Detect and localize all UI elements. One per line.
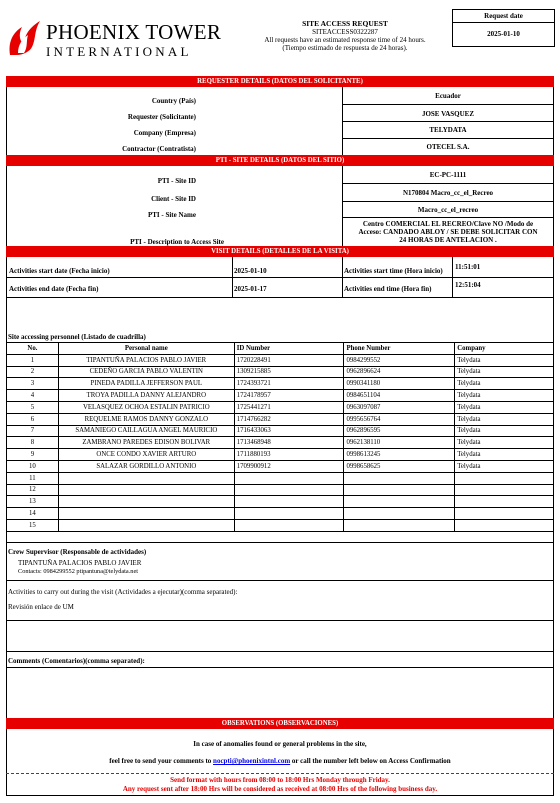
personal-name-cell xyxy=(58,472,234,484)
company-name-cell xyxy=(455,496,554,508)
phone-number-cell: 0962138110 xyxy=(344,437,455,449)
personal-name-cell xyxy=(58,508,234,520)
divider xyxy=(6,651,554,652)
id-number-cell: 1724178957 xyxy=(234,390,344,402)
phone-number-cell: 0962896595 xyxy=(344,425,455,437)
phone-number-cell xyxy=(344,519,455,531)
section-observations-header: OBSERVATIONS (OBSERVACIONES) xyxy=(6,718,554,729)
company-name-cell: Telydata xyxy=(455,449,554,461)
supervisor-label: Crew Supervisor (Responsable de actividades) xyxy=(8,548,147,556)
divider xyxy=(342,201,554,202)
phone-number-cell xyxy=(344,496,455,508)
requester-label: Requester (Solicitante) xyxy=(127,113,196,121)
personal-name-cell: VELASQUEZ OCHOA ESTALIN PATRICIO xyxy=(58,401,234,413)
divider xyxy=(6,542,554,543)
table-row xyxy=(7,519,554,531)
company-name-cell xyxy=(455,484,554,496)
row-number-cell: 3 xyxy=(7,378,59,390)
row-number-cell: 2 xyxy=(7,366,59,378)
personal-name-cell: TROYA PADILLA DANNY ALEJANDRO xyxy=(58,390,234,402)
personal-name-cell: SALAZAR GORDILLO ANTONIO xyxy=(58,460,234,472)
start-date-label: Activities start date (Fecha inicio) xyxy=(9,267,110,275)
table-row xyxy=(7,413,554,425)
divider xyxy=(6,277,554,278)
row-number-cell: 13 xyxy=(7,496,59,508)
personal-name-cell: PINEDA PADILLA JEFFERSON PAUL xyxy=(58,378,234,390)
country-label: Country (País) xyxy=(151,97,196,105)
divider xyxy=(6,667,554,668)
client-site-id-value: N170804 Macro_cc_el_Recreo xyxy=(402,189,494,197)
personal-name-cell xyxy=(58,496,234,508)
id-number-cell: 1709900912 xyxy=(234,460,344,472)
phone-number-cell xyxy=(344,472,455,484)
company-name-cell: Telydata xyxy=(455,401,554,413)
personal-name-cell: TIPANTUÑA PALACIOS PABLO JAVIER xyxy=(58,354,234,366)
id-number-cell: 1716433063 xyxy=(234,425,344,437)
request-header xyxy=(250,20,440,52)
pti-description-label: PTI - Description to Access Site xyxy=(130,238,224,246)
pti-description-line: Centro COMERCIAL EL RECREO/Clave NO /Modo de xyxy=(362,220,534,228)
divider xyxy=(342,104,554,105)
observations-line-1: In case of anomalies found or general problems in the site, xyxy=(193,740,367,748)
personnel-table xyxy=(6,342,554,532)
start-time-value: 11:51:01 xyxy=(455,263,481,271)
row-number-cell: 7 xyxy=(7,425,59,437)
activities-label: Activities to carry out during the visit (Actividades a ejecutar)(comma separated): xyxy=(8,588,238,596)
phone-number-cell: 0995656764 xyxy=(344,413,455,425)
id-number-cell: 1713468948 xyxy=(234,437,344,449)
company-name-cell xyxy=(455,519,554,531)
id-number-cell: 1725441271 xyxy=(234,401,344,413)
pti-description-line: 24 HORAS DE ANTELACION . xyxy=(399,236,497,244)
logo-line-2: INTERNATIONAL xyxy=(46,44,192,59)
logo-line-1: PHOENIX TOWER xyxy=(46,20,222,44)
personal-name-cell: ONCE CONDO XAVIER ARTURO xyxy=(58,449,234,461)
response-note: All requests have an estimated response time of 24 hours. xyxy=(264,36,426,44)
request-date-value: 2025-01-10 xyxy=(487,30,520,38)
personnel-title: Site accessing personnel (Listado de cuadrilla) xyxy=(8,333,146,341)
comments-label: Comments (Comentarios)(comma separated): xyxy=(8,657,145,665)
divider xyxy=(342,121,554,122)
phone-number-cell: 0984299552 xyxy=(344,354,455,366)
personal-name-cell xyxy=(58,519,234,531)
personal-name-cell: ZAMBRANO PAREDES EDISON BOLIVAR xyxy=(58,437,234,449)
company-name-cell: Telydata xyxy=(455,366,554,378)
country-value: Ecuador xyxy=(435,92,461,100)
row-number-cell: 4 xyxy=(7,390,59,402)
section-pti-header: PTI - SITE DETAILS (DATOS DEL SITIO) xyxy=(6,155,554,166)
divider xyxy=(342,138,554,139)
divider xyxy=(342,183,554,184)
company-label: Company (Empresa) xyxy=(133,129,196,137)
end-date-value: 2025-01-17 xyxy=(234,285,267,293)
table-row xyxy=(7,496,554,508)
phone-number-cell: 0998658625 xyxy=(344,460,455,472)
id-number-cell: 1714766282 xyxy=(234,413,344,425)
request-date-box xyxy=(452,9,555,47)
phone-number-cell: 0990341180 xyxy=(344,378,455,390)
table-row xyxy=(7,401,554,413)
end-time-value: 12:51:04 xyxy=(455,281,481,289)
footer-hours: Send format with hours from 08:00 to 18:00 Hrs Monday through Friday. xyxy=(170,776,390,784)
id-number-cell xyxy=(234,496,344,508)
contractor-label: Contractor (Contratista) xyxy=(122,145,196,153)
phone-number-cell: 0963097087 xyxy=(344,401,455,413)
row-number-cell: 1 xyxy=(7,354,59,366)
id-number-cell: 1711880193 xyxy=(234,449,344,461)
company-name-cell: Telydata xyxy=(455,460,554,472)
column-header: Personal name xyxy=(58,343,234,355)
pti-site-name-value: Macro_cc_el_recreo xyxy=(417,206,479,214)
pti-site-id-value: EC-PC-1111 xyxy=(429,171,467,179)
table-row xyxy=(7,508,554,520)
section-visit-header: VISIT DETAILS (DETALLES DE LA VISITA) xyxy=(6,246,554,257)
table-row xyxy=(7,366,554,378)
dashed-divider xyxy=(6,773,554,774)
noc-email-link[interactable]: nocpti@phoenixintnl.com xyxy=(213,757,291,765)
row-number-cell: 9 xyxy=(7,449,59,461)
row-number-cell: 10 xyxy=(7,460,59,472)
column-header: Company xyxy=(455,343,554,355)
company-name-cell: Telydata xyxy=(455,378,554,390)
table-row xyxy=(7,390,554,402)
row-number-cell: 15 xyxy=(7,519,59,531)
client-site-id-label: Client - Site ID xyxy=(151,195,196,203)
pti-site-name-label: PTI - Site Name xyxy=(147,211,196,219)
start-date-value: 2025-01-10 xyxy=(234,267,267,275)
personal-name-cell xyxy=(58,484,234,496)
table-row xyxy=(7,449,554,461)
id-number-cell xyxy=(234,508,344,520)
phoenix-logo-icon xyxy=(6,17,42,57)
table-row xyxy=(7,460,554,472)
row-number-cell: 8 xyxy=(7,437,59,449)
page-title: SITE ACCESS REQUEST xyxy=(302,19,388,28)
row-number-cell: 5 xyxy=(7,401,59,413)
supervisor-contacts: Contacts: 0984299552 ptipantuna@telydata.net xyxy=(18,568,138,575)
company-name-cell: Telydata xyxy=(455,354,554,366)
request-date-label: Request date xyxy=(453,10,554,23)
company-name-cell xyxy=(455,472,554,484)
column-header: ID Number xyxy=(234,343,344,355)
column-header: No. xyxy=(7,343,59,355)
column-header: Phone Number xyxy=(344,343,455,355)
requester-value: JOSE VASQUEZ xyxy=(421,110,475,118)
row-number-cell: 12 xyxy=(7,484,59,496)
row-number-cell: 14 xyxy=(7,508,59,520)
contractor-value: OTECEL S.A. xyxy=(426,143,470,151)
end-date-label: Activities end date (Fecha fin) xyxy=(9,285,99,293)
id-number-cell: 1720228491 xyxy=(234,354,344,366)
company-name-cell: Telydata xyxy=(455,390,554,402)
divider xyxy=(6,580,554,581)
row-number-cell: 6 xyxy=(7,413,59,425)
personal-name-cell: REQUELME RAMOS DANNY GONZALO xyxy=(58,413,234,425)
id-number-cell xyxy=(234,519,344,531)
phone-number-cell: 0984651104 xyxy=(344,390,455,402)
id-number-cell: 1724393721 xyxy=(234,378,344,390)
phone-number-cell xyxy=(344,484,455,496)
pti-site-id-label: PTI - Site ID xyxy=(157,177,196,185)
personal-name-cell: SAMANIEGO CAILLAGUA ANGEL MAURICIO xyxy=(58,425,234,437)
observations-line-2-post: or call the number left below on Access Confirmation xyxy=(290,757,451,765)
section-requester-header: REQUESTER DETAILS (DATOS DEL SOLICITANTE) xyxy=(6,76,554,87)
table-row xyxy=(7,472,554,484)
phone-number-cell: 0962896624 xyxy=(344,366,455,378)
company-value: TELYDATA xyxy=(429,126,467,134)
table-row xyxy=(7,378,554,390)
divider xyxy=(6,297,554,298)
table-row xyxy=(7,437,554,449)
company-name-cell xyxy=(455,508,554,520)
phone-number-cell xyxy=(344,508,455,520)
id-number-cell: 1309215885 xyxy=(234,366,344,378)
supervisor-name: TIPANTUÑA PALACIOS PABLO JAVIER xyxy=(18,559,142,567)
response-note-es: (Tiempo estimado de respuesta de 24 horas). xyxy=(282,44,408,52)
footer-after-hours: Any request sent after 18:00 Hrs will be considered as received at 08:00 Hrs of the following business day. xyxy=(122,785,438,793)
company-name-cell: Telydata xyxy=(455,413,554,425)
row-number-cell: 11 xyxy=(7,472,59,484)
pti-description-value xyxy=(342,220,554,244)
activities-value: Revisión enlace de UM xyxy=(8,603,74,611)
table-row xyxy=(7,425,554,437)
divider xyxy=(342,217,554,218)
observations-line-2 xyxy=(6,757,554,765)
id-number-cell xyxy=(234,484,344,496)
company-logo xyxy=(6,14,222,62)
personal-name-cell: CEDEÑO GARCIA PABLO VALENTIN xyxy=(58,366,234,378)
table-row xyxy=(7,354,554,366)
table-row xyxy=(7,484,554,496)
end-time-label: Activities end time (Hora fin) xyxy=(344,285,432,293)
table-header-row xyxy=(7,343,554,355)
start-time-label: Activities start time (Hora inicio) xyxy=(344,267,443,275)
pti-description-line: Acceso: CANDADO ABLOY / SE DEBE SOLICITAR CON xyxy=(358,228,538,236)
company-name-cell: Telydata xyxy=(455,437,554,449)
request-id: SITEACCESS0322287 xyxy=(312,28,378,36)
divider xyxy=(6,620,554,621)
company-name-cell: Telydata xyxy=(455,425,554,437)
id-number-cell xyxy=(234,472,344,484)
phone-number-cell: 0998613245 xyxy=(344,449,455,461)
observations-line-2-pre: feel free to send your comments to xyxy=(109,757,214,765)
